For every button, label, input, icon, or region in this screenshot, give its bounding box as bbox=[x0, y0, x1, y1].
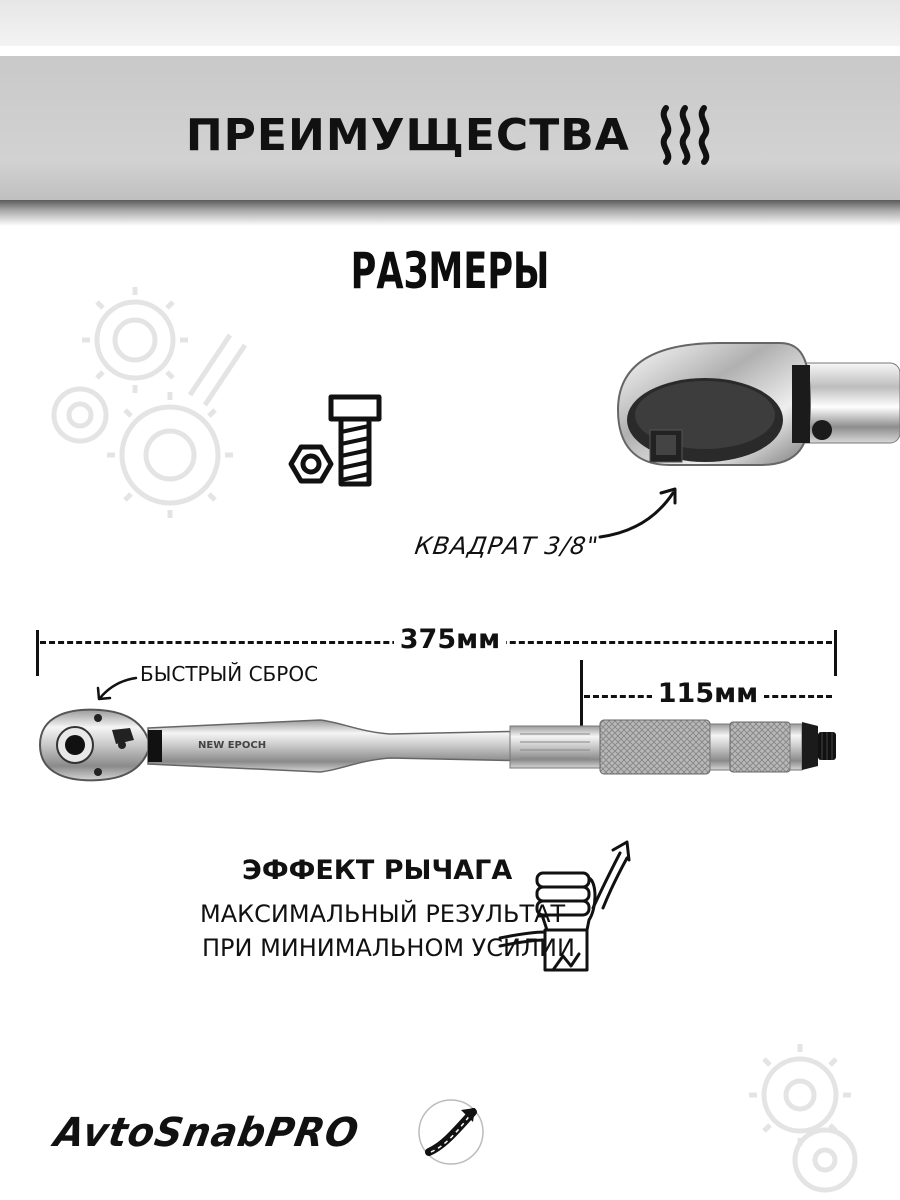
banner-shadow bbox=[0, 200, 900, 226]
effect-title: ЭФФЕКТ РЫЧАГА bbox=[242, 855, 513, 886]
quick-release-label: БЫСТРЫЙ СБРОС bbox=[140, 662, 319, 686]
top-strip bbox=[0, 0, 900, 46]
ratchet-head-image bbox=[610, 335, 900, 475]
bolt-nut-icon bbox=[285, 392, 385, 492]
dim-total-label-wrap bbox=[0, 624, 900, 655]
wrench-brand-mark: NEW EPOCH bbox=[198, 740, 267, 751]
gears-bottom-icon bbox=[730, 1040, 900, 1200]
dim-total-label: 375мм bbox=[394, 624, 507, 655]
fist-arrow-icon bbox=[495, 838, 635, 978]
gears-icon bbox=[40, 285, 260, 525]
effect-line-1: МАКСИМАЛЬНЫЙ РЕЗУЛЬТАТ bbox=[200, 900, 566, 928]
effect-line-2: ПРИ МИНИМАЛЬНОМ УСИЛИИ bbox=[202, 934, 575, 962]
dim-handle-label: 115мм bbox=[652, 678, 765, 709]
header-title-row bbox=[0, 104, 900, 166]
square-drive-label: КВАДРАТ 3/8" bbox=[413, 532, 601, 560]
quick-release-arrow-icon bbox=[92, 668, 140, 704]
road-emblem-icon bbox=[415, 1096, 487, 1168]
section-title: РАЗМЕРЫ bbox=[350, 242, 550, 300]
torque-wrench-image bbox=[30, 700, 840, 790]
curved-arrow-icon bbox=[595, 485, 685, 545]
header-title: ПРЕИМУЩЕСТВА bbox=[185, 109, 630, 161]
brand-name: AvtoSnabPRO bbox=[50, 1110, 363, 1156]
heat-waves-icon bbox=[656, 104, 714, 166]
